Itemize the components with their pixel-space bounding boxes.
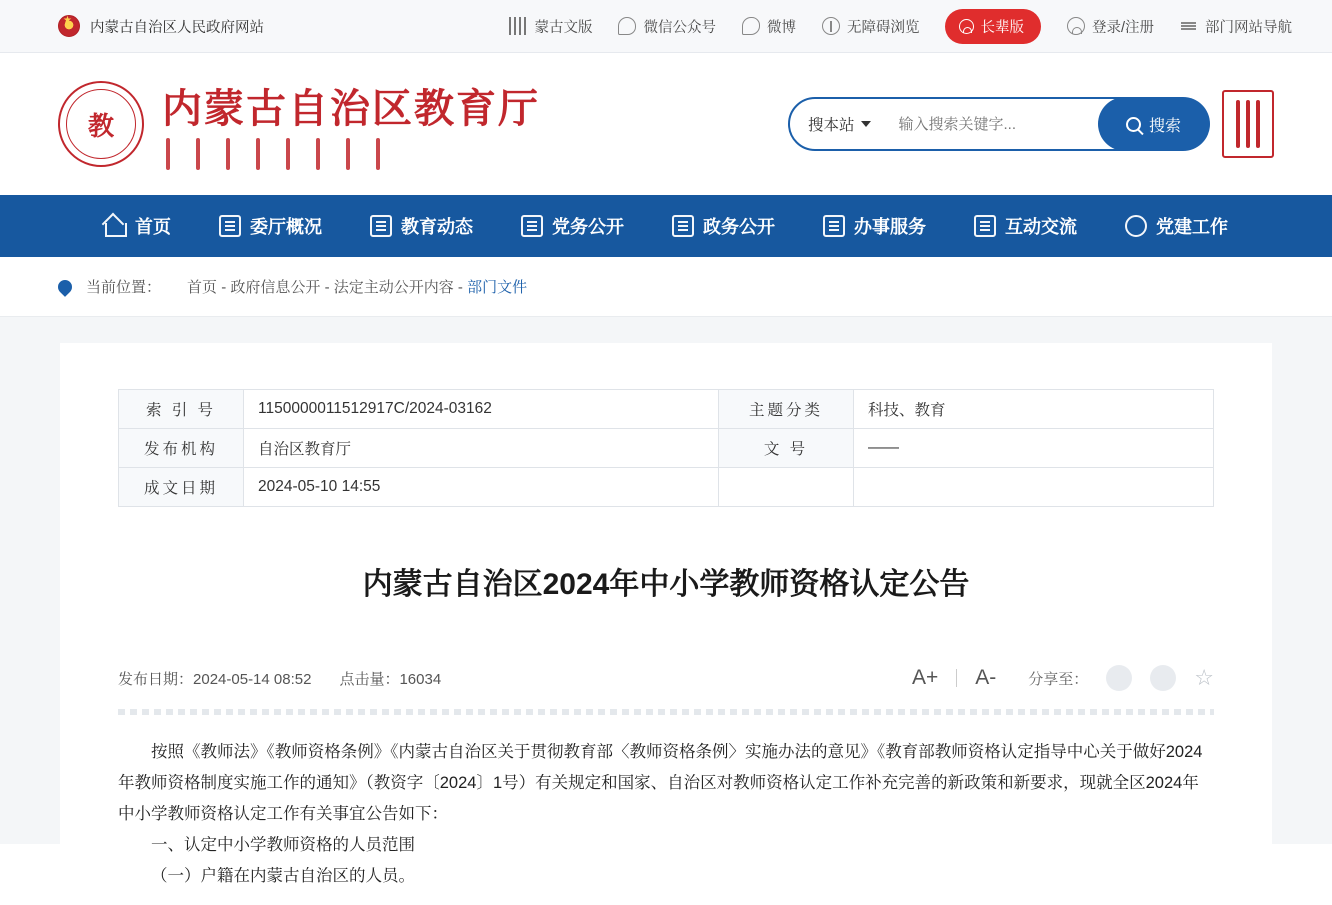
nav-item-party-building[interactable] [1101, 213, 1252, 239]
meta-value-docnum: —— [854, 429, 1214, 468]
accessibility-icon [822, 17, 840, 35]
document-card [60, 343, 1272, 892]
location-pin-icon [55, 277, 75, 297]
chat-icon [974, 215, 996, 237]
nav-item-party-affairs[interactable] [497, 213, 648, 239]
top-link-mongolian[interactable] [509, 16, 592, 37]
search-area [788, 90, 1274, 158]
document-toolbar [118, 665, 1214, 691]
breadcrumb-label: 当前位置： [86, 279, 162, 296]
login-register-label: 登录/注册 [1091, 19, 1154, 36]
education-department-seal-icon [58, 81, 144, 167]
news-icon [370, 215, 392, 237]
divider-dashed [118, 709, 1214, 715]
divider [956, 669, 957, 687]
top-bar [0, 0, 1332, 53]
elder-person-icon [959, 19, 974, 34]
search-box[interactable] [788, 97, 1200, 151]
site-title-cn: 内蒙古自治区教育厅 [162, 85, 540, 131]
share-label: 分享至： [1028, 670, 1089, 688]
department-site-nav-label: 部门网站导航 [1205, 19, 1292, 36]
gov-site-link[interactable] [58, 15, 264, 37]
paragraph-1: 按照《教师法》《教师资格条例》《内蒙古自治区关于贯彻教育部〈教师资格条例〉实施办法的意见》《教育部教师资格认定指导中心关于做好2024年教师资格制度实施工作的通知》（教资字〔2024〕1号）有关规定和国家、自治区对教师资格认定工作补充完善的新政策和新要求，现就全区2024年中小学教师资格认定工作有关事宜公告如下： [118, 743, 1203, 823]
search-scope-label: 搜本站 [808, 117, 855, 134]
meta-label-agency: 发布机构 [119, 429, 244, 468]
nav-item-gov-open[interactable] [648, 213, 799, 239]
document-icon [521, 215, 543, 237]
department-site-nav-link[interactable] [1180, 16, 1292, 37]
breadcrumb-item-current: 部门文件 [467, 279, 528, 296]
weibo-share-icon[interactable] [1106, 665, 1132, 691]
top-link-accessibility-label: 无障碍浏览 [846, 19, 920, 36]
gov-open-icon [672, 215, 694, 237]
table-row [119, 468, 1214, 507]
breadcrumb-path [187, 276, 527, 297]
meta-empty-2 [854, 468, 1214, 507]
paragraph-3: （一）户籍在内蒙古自治区的人员。 [151, 867, 415, 885]
meta-label-date: 成文日期 [119, 468, 244, 507]
meta-value-date: 2024-05-10 14:55 [244, 468, 719, 507]
nav-item-party-building-label: 党建工作 [1156, 217, 1228, 237]
elder-mode-label: 长辈版 [980, 19, 1024, 36]
font-decrease-button[interactable]: A- [975, 666, 997, 689]
breadcrumb-sep: - [221, 279, 231, 296]
nav-item-overview[interactable] [195, 213, 346, 239]
top-bar-links [509, 9, 1292, 44]
weibo-icon [742, 17, 760, 35]
search-icon [1126, 117, 1141, 132]
main-nav [0, 195, 1332, 257]
meta-label-docnum: 文 号 [719, 429, 854, 468]
view-count-value: 16034 [399, 670, 442, 688]
favorite-star-icon[interactable]: ☆ [1194, 665, 1214, 690]
nav-item-home-label: 首页 [135, 217, 171, 237]
site-header [0, 53, 1332, 195]
national-emblem-icon [58, 15, 80, 37]
nav-item-services[interactable] [799, 213, 950, 239]
table-row [119, 429, 1214, 468]
nav-item-services-label: 办事服务 [854, 217, 926, 237]
meta-value-category: 科技、教育 [854, 390, 1214, 429]
document-meta-table [118, 389, 1214, 507]
breadcrumb [0, 257, 1332, 317]
nav-item-news-label: 教育动态 [401, 217, 473, 237]
nav-item-interaction-label: 互动交流 [1005, 217, 1077, 237]
service-icon [823, 215, 845, 237]
wechat-share-icon[interactable] [1150, 665, 1176, 691]
elder-mode-button[interactable] [945, 9, 1041, 44]
breadcrumb-sep-3: - [457, 279, 468, 296]
building-icon [219, 215, 241, 237]
search-button[interactable] [1098, 97, 1210, 151]
site-title-mn [162, 138, 540, 172]
top-link-weibo-label: 微博 [766, 19, 796, 36]
site-logo[interactable] [58, 77, 540, 172]
top-link-mongolian-label: 蒙古文版 [534, 19, 593, 36]
seal-text: 教 [87, 111, 114, 141]
nav-item-interaction[interactable] [950, 213, 1101, 239]
meta-label-category: 主题分类 [719, 390, 854, 429]
top-link-weibo[interactable] [742, 16, 796, 37]
meta-label-index: 索 引 号 [119, 390, 244, 429]
login-register-link[interactable] [1067, 16, 1154, 37]
search-button-label: 搜索 [1149, 117, 1182, 135]
table-row [119, 390, 1214, 429]
page-title: 内蒙古自治区2024年中小学教师资格认定公告 [362, 568, 970, 601]
nav-item-gov-open-label: 政务公开 [703, 217, 775, 237]
publish-date-value: 2024-05-14 08:52 [193, 670, 312, 688]
paragraph-2: 一、认定中小学教师资格的人员范围 [151, 836, 415, 854]
wechat-icon [618, 17, 636, 35]
top-link-wechat-label: 微信公众号 [643, 19, 716, 36]
view-count-label: 点击量： [339, 670, 400, 688]
breadcrumb-item-gov-info[interactable]: 政府信息公开 [230, 279, 321, 296]
nav-item-party-affairs-label: 党务公开 [552, 217, 624, 237]
view-count [339, 668, 441, 689]
font-increase-button[interactable]: A+ [911, 666, 939, 689]
breadcrumb-item-legal-content[interactable]: 法定主动公开内容 [333, 279, 454, 296]
party-icon [1125, 215, 1147, 237]
breadcrumb-item-home[interactable]: 首页 [187, 279, 218, 296]
publish-date-label: 发布日期： [118, 670, 194, 688]
home-icon [104, 215, 126, 237]
meta-value-index: 1150000011512917C/2024-03162 [244, 390, 719, 429]
search-input[interactable] [899, 116, 1098, 133]
nav-item-news[interactable] [346, 213, 497, 239]
user-icon [1067, 17, 1085, 35]
menu-icon [1180, 17, 1198, 35]
top-link-accessibility[interactable] [822, 16, 920, 37]
nav-item-overview-label: 委厅概况 [250, 217, 322, 237]
search-scope-selector[interactable] [808, 113, 871, 135]
breadcrumb-sep-2: - [324, 279, 334, 296]
page-body [0, 317, 1332, 885]
gov-site-name: 内蒙古自治区人民政府网站 [90, 19, 264, 36]
document-content [118, 737, 1214, 892]
chevron-down-icon [861, 121, 871, 127]
mongolian-vertical-badge-icon [1222, 90, 1274, 158]
publish-date [118, 668, 311, 689]
mongolian-script-icon [509, 17, 527, 35]
top-link-wechat[interactable] [618, 16, 716, 37]
nav-item-home[interactable] [80, 213, 195, 239]
meta-empty-1 [719, 468, 854, 507]
meta-value-agency: 自治区教育厅 [244, 429, 719, 468]
